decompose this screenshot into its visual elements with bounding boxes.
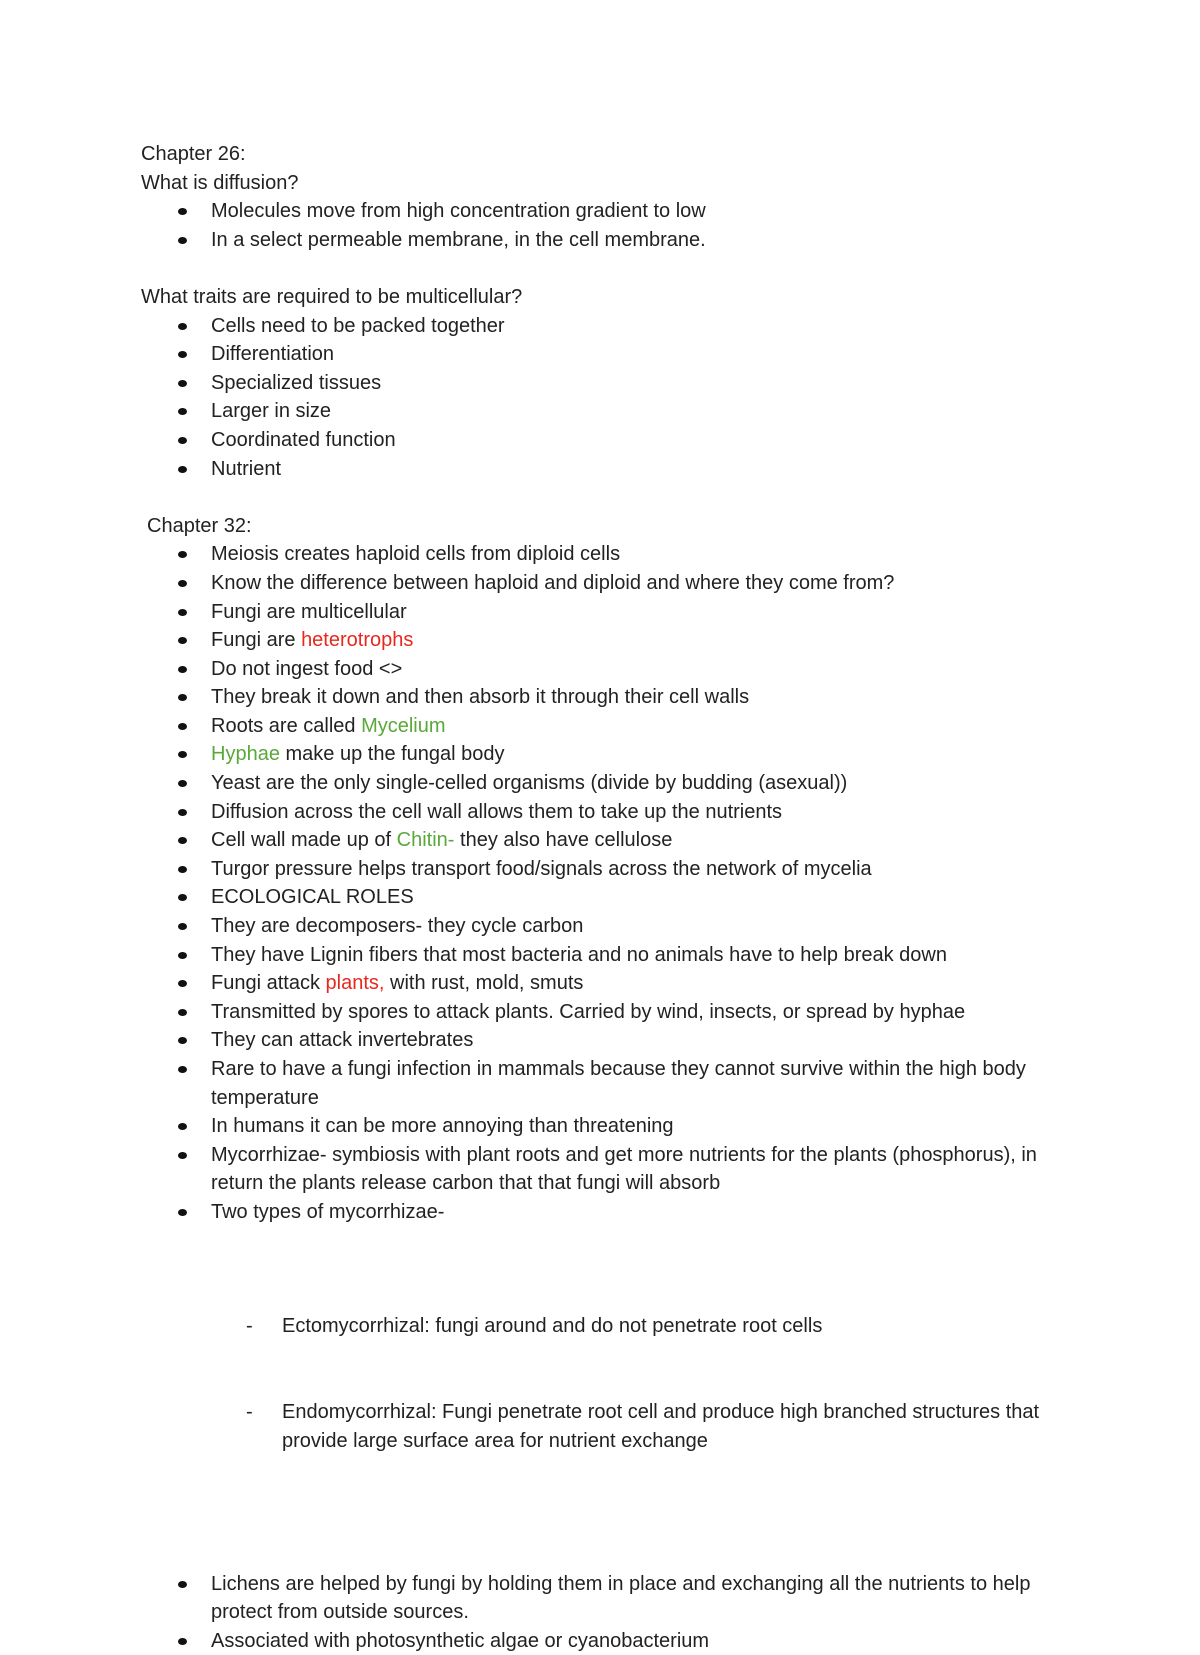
list-item: In a select permeable membrane, in the cell membrane. bbox=[141, 226, 1071, 255]
list-item: Lichens are helped by fungi by holding them in place and exchanging all the nutrients to help protect from outside sources. bbox=[141, 1570, 1071, 1627]
list-item: Meiosis creates haploid cells from diploid cells bbox=[141, 540, 1071, 569]
list-item: Fungi are multicellular bbox=[141, 598, 1071, 627]
list-item bbox=[141, 969, 1071, 998]
sub-list-item: - Ectomycorrhizal: fungi around and do not penetrate root cells bbox=[211, 1312, 1071, 1341]
paragraph-gap bbox=[141, 483, 1071, 512]
list-item bbox=[141, 712, 1071, 741]
multicellular-question: What traits are required to be multicellular? bbox=[141, 285, 523, 308]
list-item: Molecules move from high concentration gradient to low bbox=[141, 197, 1071, 226]
list-item: They have Lignin fibers that most bacteria and no animals have to help break down bbox=[141, 941, 1071, 970]
list-item bbox=[141, 626, 1071, 655]
highlight-term-green: Hyphae bbox=[211, 743, 280, 766]
list-item: Rare to have a fungi infection in mammals because they cannot survive within the high body temperature bbox=[141, 1055, 1071, 1112]
chapter-32-heading: Chapter 32: bbox=[147, 514, 252, 537]
list-item: Differentiation bbox=[141, 340, 1071, 369]
document-body bbox=[141, 140, 1071, 1655]
list-item: Yeast are the only single-celled organisms (divide by budding (asexual)) bbox=[141, 769, 1071, 798]
diffusion-question: What is diffusion? bbox=[141, 171, 299, 194]
list-item bbox=[141, 740, 1071, 769]
highlight-term-red: plants, bbox=[325, 972, 385, 995]
text-run: Cell wall made up of bbox=[211, 829, 397, 852]
list-item: ECOLOGICAL ROLES bbox=[141, 883, 1071, 912]
diffusion-list bbox=[141, 197, 1071, 254]
list-item: They can attack invertebrates bbox=[141, 1026, 1071, 1055]
list-item: Know the difference between haploid and diploid and where they come from? bbox=[141, 569, 1071, 598]
list-item bbox=[141, 826, 1071, 855]
text-run: with rust, mold, smuts bbox=[384, 972, 584, 995]
highlight-term-green: Mycelium bbox=[361, 714, 446, 737]
list-item: Mycorrhizae- symbiosis with plant roots and get more nutrients for the plants (phosphorus), in return the plants release carbon that that fungi will absorb bbox=[141, 1141, 1071, 1198]
text-run: Fungi attack bbox=[211, 972, 326, 995]
list-item: Coordinated function bbox=[141, 426, 1071, 455]
list-item bbox=[141, 1198, 1071, 1570]
list-item: Diffusion across the cell wall allows them to take up the nutrients bbox=[141, 798, 1071, 827]
text-run: they also have cellulose bbox=[454, 829, 673, 852]
list-item: They are decomposers- they cycle carbon bbox=[141, 912, 1071, 941]
highlight-term-red: heterotrophs bbox=[301, 629, 414, 652]
text-run: make up the fungal body bbox=[279, 743, 505, 766]
text-run: Fungi are bbox=[211, 629, 302, 652]
list-item: Do not ingest food <> bbox=[141, 655, 1071, 684]
sub-list-item: - Endomycorrhizal: Fungi penetrate root cell and produce high branched structures that provide large surface area for nutrient exchange bbox=[211, 1398, 1071, 1455]
mycorrhizae-types-list bbox=[211, 1255, 1071, 1512]
highlight-term-green: Chitin- bbox=[396, 829, 455, 852]
list-item: Cells need to be packed together bbox=[141, 312, 1071, 341]
list-item: In humans it can be more annoying than threatening bbox=[141, 1112, 1071, 1141]
list-item: Larger in size bbox=[141, 397, 1071, 426]
paragraph-gap bbox=[141, 254, 1071, 283]
list-item: Associated with photosynthetic algae or cyanobacterium bbox=[141, 1627, 1071, 1655]
text-run: Roots are called bbox=[211, 714, 362, 737]
list-item: Nutrient bbox=[141, 455, 1071, 484]
list-item: They break it down and then absorb it through their cell walls bbox=[141, 683, 1071, 712]
multicellular-traits-list bbox=[141, 312, 1071, 484]
list-item: Specialized tissues bbox=[141, 369, 1071, 398]
text-run: Two types of mycorrhizae- bbox=[211, 1200, 445, 1223]
list-item: Transmitted by spores to attack plants. Carried by wind, insects, or spread by hyphae bbox=[141, 998, 1071, 1027]
fungi-notes-list bbox=[141, 540, 1071, 1655]
list-item: Turgor pressure helps transport food/signals across the network of mycelia bbox=[141, 855, 1071, 884]
chapter-26-heading: Chapter 26: bbox=[141, 143, 246, 165]
